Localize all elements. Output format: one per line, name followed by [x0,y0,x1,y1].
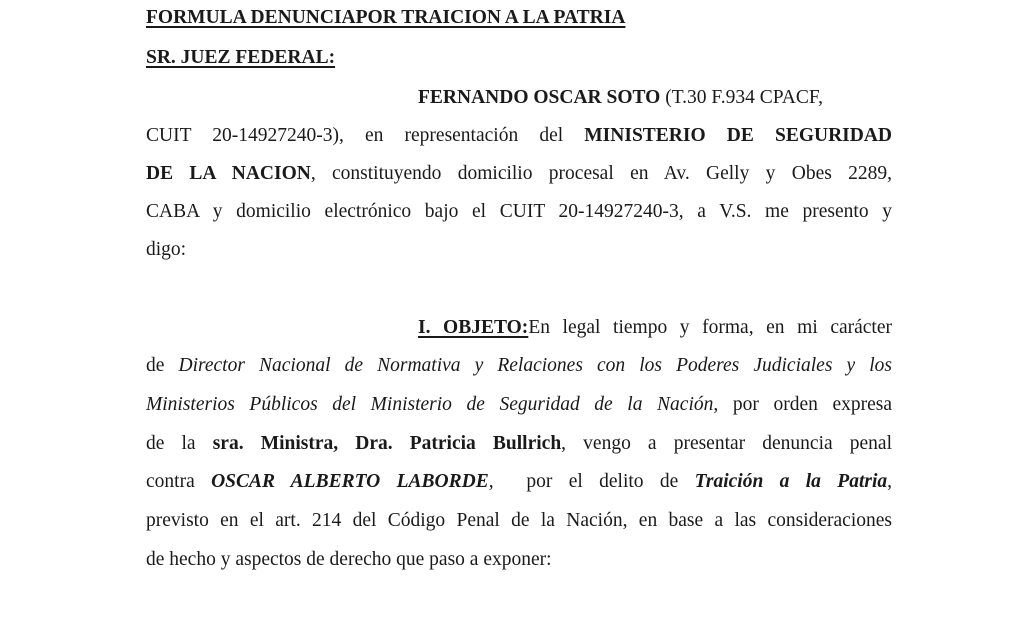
objeto-line-7: de hecho y aspectos de derecho que paso a exponer: [146,549,552,570]
objeto-text: En legal tiempo y forma, en mi carácter [528,317,892,338]
intro-line-1 [418,86,823,110]
crime-name: Traición a la Patria [694,471,888,492]
intro-line-2 [146,124,892,148]
ministry-name-part-1: MINISTERIO DE SEGURIDAD [584,125,892,146]
objeto-text: de [146,355,179,376]
intro-line-3 [146,162,892,186]
objeto-line-1 [418,316,892,340]
intro-line-4: CABA y domicilio electrónico bajo el CUIT 20-14927240-3, a V.S. me presento y [146,201,892,222]
intro-line-5: digo: [146,239,187,260]
objeto-text: , por orden expresa [713,394,892,415]
document-title: FORMULA DENUNCIAPOR TRAICION A LA PATRIA [146,7,626,28]
objeto-line-6: previsto en el art. 214 del Código Penal de la Nación, en base a las consideraciones [146,510,892,531]
intro-text: , constituyendo domicilio procesal en Av. Gelly y Obes 2289, [310,163,892,184]
objeto-line-5 [146,470,892,494]
objeto-text: , [887,471,892,492]
objeto-text: contra [146,471,212,492]
section-heading-objeto: I. OBJETO: [418,317,529,338]
ministry-italic: Ministerios Públicos del Ministerio de Seguridad de la Nación [146,394,714,415]
objeto-text: , vengo a presentar denuncia penal [561,433,892,454]
objeto-line-4 [146,432,892,456]
signatory-name: FERNANDO OSCAR SOTO [418,87,661,108]
ministry-name-part-2: DE LA NACION [146,163,311,184]
objeto-text: de la [146,433,213,454]
addressee: SR. JUEZ FEDERAL: [146,47,336,68]
signatory-registration: (T.30 F.934 CPACF, [660,87,824,108]
minister-name: sra. Ministra, Dra. Patricia Bullrich [212,433,562,454]
intro-text: CUIT 20-14927240-3), en representación del [146,125,585,146]
objeto-text: , por el delito de [488,471,695,492]
accused-name: OSCAR ALBERTO LABORDE [211,471,489,492]
director-title: Director Nacional de Normativa y Relaciones con los Poderes Judiciales y los [178,355,892,376]
objeto-line-2 [146,354,892,378]
objeto-line-3 [146,393,892,417]
